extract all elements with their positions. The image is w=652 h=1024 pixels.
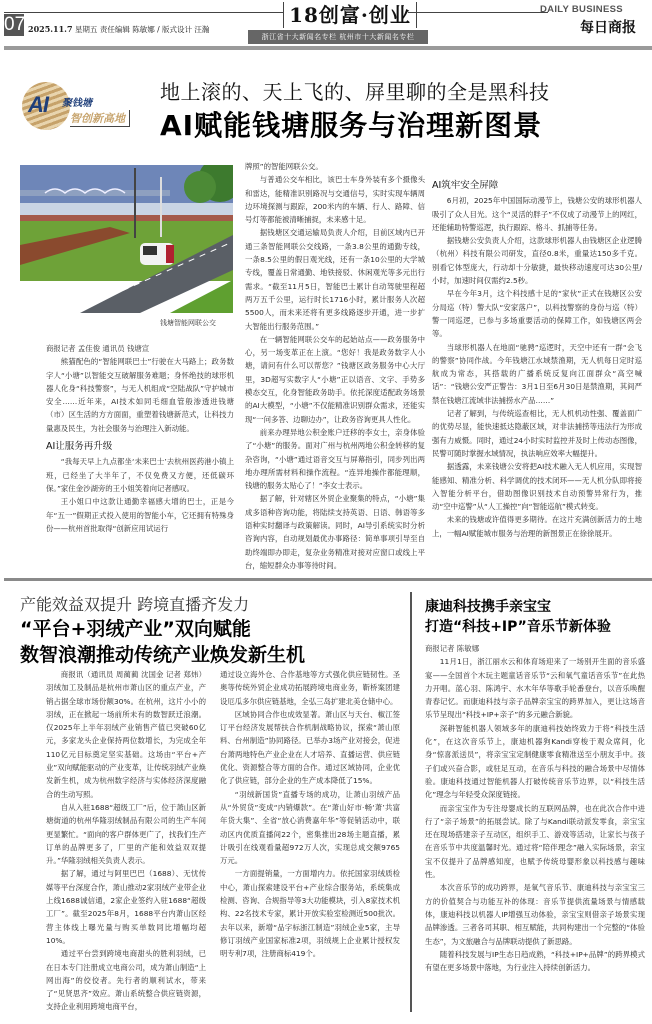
story2-kicker: 产能效益双提升 跨境直播齐发力 xyxy=(20,595,250,614)
story1-paragraph: 据了解，针对辖区外贸企业聚集的特点，“小塘”集成多语种咨询功能，将陆续支持英语、日语、韩语等多语种实时翻译与政策解读。同时，AI导引系统实时分析咨询内容，自动规划最优办事路径：简单事项引导至自助终端即办即走，复杂业务精准对接对应窗口或线上平台，缩短群众办事等待时间。 xyxy=(245,494,425,570)
story2-paragraph: 据了解，通过与阿里巴巴（1688）、无忧传媒等平台深度合作，萧山推动2家羽绒产业带企业上线1688诚信通，2家企业签约入驻1688“超级工厂”。截至2025年8月，1688平台内萧山区经营主体线上曝光量与购买单数同比增幅均超10%。 xyxy=(46,869,206,945)
weekday: 星期五 xyxy=(74,25,98,34)
paper-name-en: DAILY BUSINESS xyxy=(540,4,623,15)
story3-paragraph: 而亲宝宝作为专注母婴成长的互联网品牌，也在此次合作中进行了“亲子场景”的拓展尝试。除了与Kandi联动派发零食，亲宝宝还在现场搭建亲子互动区，组织手工、游戏等活动，让家长与孩子在音乐节中共度温馨时光。通过将“陪伴理念”融入实际场景，亲宝宝不仅提升了品牌感知度，也赋予传统母婴形象以科技感与趣味性。 xyxy=(425,803,645,880)
bus-photo-image xyxy=(20,165,233,313)
story3-paragraph: 本次音乐节的成功跨界，是氧气音乐节、康迪科技与亲宝宝三方的价值契合与功能互补的体现：音乐节提供流量场景与情感载体，康迪科技以机器人IP增强互动体验，亲宝宝则借亲子场景实现品牌渗透。三者各司其职、相互赋能，共同构建出一个完整的“体验生态”，为文旅融合与品牌联动提供了新思路。 xyxy=(425,883,645,946)
badge-ai-text: AI xyxy=(28,92,48,117)
story3-byline: 商报记者 陈敏娜 xyxy=(425,644,480,653)
story1-paragraph: 当球形机器人在地面“驰骋”巡逻时，天空中还有一群“会飞的警察”协同作战。今年钱塘江水域禁渔期，无人机每日定时巡航成为常态，其搭载的广播系统反复向江面群众“高空喊话”：“钱塘公安严正警告：3月1日至6月30日是禁渔期，其间严禁在钱塘江流域非法捕捞水产品……” xyxy=(432,342,642,405)
story2-headline-line2: 数智浪潮推动传统产业焕发新生机 xyxy=(20,644,306,666)
story2-paragraph: 通过设立海外仓、合作基地等方式强化供应链韧性。圣奥等传统外贸企业成功拓展跨境电商业务，靳桥案团建设厄瓜多尔供应链基地，全弘三岛扩建北美仓储中心。 xyxy=(220,670,400,706)
page-number: 07 xyxy=(4,14,26,35)
issue-date: 2025.11.7 xyxy=(28,24,73,34)
story3-paragraph: 随着科技发展与IP生态日趋成熟，“科技+IP+品牌”的跨界模式有望在更多场景中落地，为行业注入持续创新活力。 xyxy=(425,949,645,973)
story1-paragraph: 据钱塘公安负责人介绍，这款球形机器人由钱塘区企业逻腾（杭州）科技有限公司研发，直径0.8米，重量达150多千克。别看它体型庞大，行动却十分敏捷，最快移动速度可达30公里/小时，加速时间仅需约2.5秒。 xyxy=(432,236,642,286)
header-rule-left xyxy=(4,12,284,13)
column-badge xyxy=(22,82,142,132)
story1-kicker: 地上滚的、天上飞的、屏里聊的全是黑科技 xyxy=(160,80,550,104)
story1-paragraph: 牌照”的智能网联公交。 xyxy=(245,162,323,171)
header-bar xyxy=(4,46,652,50)
story3-headline-line2: 打造“科技+IP”音乐节新体验 xyxy=(425,619,611,635)
story1-column-a xyxy=(46,342,234,535)
story1-paragraph: 王小姐口中这款让通勤幸福感大增的巴士，正是今年“五一”假期正式投入使用的智能小车，它还拥有特殊身份——杭州首批取得“创新应用试运行 xyxy=(46,497,234,533)
story3-headline-line1: 康迪科技携手亲宝宝 xyxy=(425,599,551,615)
story2-headline-line1: “平台+羽绒产业”双向赋能 xyxy=(20,618,251,640)
paper-name-cn: 每日商报 xyxy=(580,20,636,36)
story1-paragraph: 熊猫配色的“智能网联巴士”行驶在大马路上；政务数字人“小塘”以智能交互破解服务难题；身怀绝技的球形机器人化身“科技警察”，与无人机组成“空陆战队”守护城市安全……近年来，AI技术如同毛细血管般渗透进钱塘（市）区生活的方方面面，重塑着钱塘新范式，让科技力量惠及民生，为社会服务与治理注入新动能。 xyxy=(46,357,234,433)
badge-line1: 聚钱塘 xyxy=(62,98,92,109)
story1-paragraph: 记者了解到，与传统巡查相比，无人机机动性强、覆盖面广的优势尽显，能快速抵达隐蔽区域，对非法捕捞等违法行为形成强有力威慑。同时，通过24小时实时监控并及时上传动态图像，民警可随时掌握水域情况，执法响应效率大幅提升。 xyxy=(432,409,642,458)
story1-paragraph: 据钱塘区交通运输局负责人介绍，目前区域内已开通三条智能网联公交线路，一条3.8公里的通勤专线，一条8.5公里的假日观光线，还有一条10公里的大学城专线，覆盖日常通勤、地铁接驳、休闲观光等多元出行需求。“截至11月5日，智能巴士累计自动驾驶里程超两万五千公里，运行时长1716小时，累计服务人次超5500人，而未来还将有更多线路逐步开通，进一步扩大智能出行服务范围。” xyxy=(245,228,425,331)
story1-column-b xyxy=(245,160,425,572)
photo-caption: 钱塘智能网联公交 xyxy=(160,319,216,327)
section-title: 18创富·创业 xyxy=(283,2,417,28)
story1-paragraph: 据透露，未来钱塘公安将把AI技术融入无人机应用，实现智能感知、精准分析、科学调优的技术闭环——无人机分队即将接入智能分析平台，借助图像识别技术自动预警异常行为，推动“空中巡警”从“人工操控”向“智能巡航”模式转变。 xyxy=(432,462,642,512)
story1-paragraph: 前来办理异地公积金账户迁移的李女士，亲身体验了“小塘”的服务。面对广州与杭州两地公积金转移的复杂咨询，“小塘”通过语音交互与屏幕指引，同步列出两地办理所需材料和操作流程。“连异地操作都能理顺，钱塘的服务太贴心了！”李女士表示。 xyxy=(245,427,425,491)
badge-line2: 智创新高地 xyxy=(70,110,130,127)
story2-paragraph: 自从入驻1688“超级工厂”后，位于萧山区新塘街道的杭州华隆羽绒制品有限公司的生产车间更显繁忙。“面向的客户群体更广了，找我们生产订单的品牌更多了，厂里的产能和效益双双提升。”华隆羽绒相关负责人表示。 xyxy=(46,802,206,866)
story1-paragraph: 与普通公交车相比，该巴士车身外装有多个摄像头和雷达，能精准识别路况与交通信号，实时实现车辆周边环境探测与跟踪，200米内的车辆、行人、路障、信号灯等都能被清晰捕捉，未来感十足。 xyxy=(245,175,425,225)
story1-paragraph: 6月初，2025年中国国际动漫节上，钱塘公安的球形机器人吸引了众人目光。这个“灵活的胖子”不仅成了动漫节上的网红，还能辅助特警巡逻，执行跟踪、格斗、抓捕等任务。 xyxy=(432,196,642,232)
story1-column-c xyxy=(432,174,642,540)
story1-paragraph: 在一辆智能网联公交车的起始站点——政务服务中心，另一场变革正在上演。“您好！我是政务数字人小塘，请问有什么可以帮您？”钱塘区政务服务中心大厅里，3D超写实数字人“小塘”正以语音、文字、手势多模态交互，化身智能政务助手。依托深度适配政务场景的AI大模型，“小塘”不仅能精准识别群众需求，还能实现“一问多答、边聊边办”，让政务咨询更具人性化。 xyxy=(245,334,425,424)
story1-headline: AI赋能钱塘服务与治理新图景 xyxy=(160,109,543,142)
story2-column-b xyxy=(220,668,400,961)
column-tags: 浙江省十大新闻名专栏 杭州市十大新闻名专栏 xyxy=(248,30,428,44)
story1-paragraph: “我每天早上九点都坐‘未来巴士’去杭州医药港小镇上班，已经坐了大半年了，不仅免费又方便，还低碳环保。”家住金沙湖旁的王小姐笑着向记者感叹。 xyxy=(46,457,234,493)
story2-paragraph: “羽绒新国货”直播专场的成功，让萧山羽绒产品从“外贸货”变成“内销爆款”。在“萧山好市·畅‘萧’共富年货大集”、全省“放心消费嘉年华”等促销活动中，联动区内优质直播间22个，密集推出28场主题直播，累计吸引在线观看量超972万人次，实现总成交额9765万元。 xyxy=(220,789,400,866)
column-divider xyxy=(410,592,412,1012)
story3-column xyxy=(425,642,645,974)
story1-paragraph: 早在今年3月，这个科技感十足的“家伙”正式在钱塘区公安分局巡（特）警大队“安家落户”，以科技警察的身份与巡（特）警一同巡逻，已参与多场重要活动的保障工作，如钱塘区两会等。 xyxy=(432,289,642,339)
story1-subhead-service: AI让服务再升级 xyxy=(46,441,113,453)
story2-paragraph: 通过平台尝到跨境电商甜头的胜利羽绒，已在日本专门注册成立电商公司，成为萧山制造“上网出海”的佼佼者。先行者的顺利试水，带来了“见贤思齐”效应。萧山系统整合供应链资源，支持企业利用跨境电商平台， xyxy=(46,949,206,1012)
story3-paragraph: 11月1日，浙江丽水云和体育场迎来了一场别开生面的音乐盛宴——全国首个木玩主题童话音乐节“云和氧气童话音乐节”在此热力开唱。蓝心羽、陈鸿宇、水木年华等歌手轮番登台，以音乐唤醒青春记忆。而康迪科技与亲子品牌亲宝宝的跨界加入，更让这场音乐节呈现出“科技+IP+亲子”的多元融合新貌。 xyxy=(425,657,645,720)
story1-paragraph: 未来的钱塘或许值得更多期待。在这片充满创新活力的土地上，一幅AI赋能城市服务与治理的新图景正在徐徐展开。 xyxy=(432,515,642,538)
story2-paragraph: 商报讯（通讯员 周蔺蔺 沈国金 记者 郑炜）羽绒加工及制品是杭州市萧山区的重点产业，产销占据全球市场份额30%。在杭州，这片小小的羽绒，正在掀起一场前所未有的数智跃迁浪潮。仅2025年上半年羽绒产业销售产值已突破60亿元，多家龙头企业保持两位数增长，为完成全年110亿元目标奠定坚实基础。这场由“平台+产业”双向赋能驱动的产业变革，让传统羽绒产业焕发新生机，成为杭州数字经济与实体经济深度融合的生动写照。 xyxy=(46,670,206,799)
header-meta xyxy=(28,24,209,35)
story3-paragraph: 深耕智能机器人领域多年的康迪科技始终致力于将“科技生活化”，在这次音乐节上，康迪机器狗Kandi穿梭于观众席间，化身“惊喜派送员”，将亲宝宝定制健康零食精准送至小朋友手中。孩子们或兴奋合影，或驻足互动，在音乐与科技的融合场景中尽情体验。康迪科技通过智能机器人打破传统音乐节边界，以“科技生活化”理念与年轻受众深度链接。 xyxy=(425,723,645,800)
story2-paragraph: 区域协同合作也成效显著。萧山区与天台、椒江签订平台经济发展帮扶合作机制战略协议，探索“萧山原料、台州制造”协同路径。已举办3场产业对接会，促进台萧两地特色产业企业在人才培养、直播运营、供应链优化、资源整合等方面的合作。通过区域协同，企业优化了供应链，部分企业的生产成本降低了15%。 xyxy=(220,709,400,786)
story2-paragraph: 一方面提销量，一方面增内力。依托国家羽绒质检中心，萧山探索建设平台+产业综合服务站，系统集成检测、咨询、合规指导等3大功能模块，引入8家技术机构、22名技术专家，累计开放实验室检测近500批次。去年以来，新增“品字标浙江制造”羽绒企业5家，主导修订羽绒产业国家标准2项，羽绒规上企业累计授权发明专利7项，注册商标419个。 xyxy=(220,869,400,959)
story1-subhead-safety: AI筑牢安全屏障 xyxy=(432,180,499,191)
story2-column-a xyxy=(46,668,206,1014)
bus-photo xyxy=(20,165,233,313)
header-rule-right xyxy=(408,12,548,13)
editors: 责任编辑 陈敏娜 / 版式设计 汪瀚 xyxy=(99,25,210,34)
section-divider xyxy=(4,578,652,581)
story1-byline: 商报记者 孟佳俊 通讯员 钱塘宣 xyxy=(46,344,150,353)
